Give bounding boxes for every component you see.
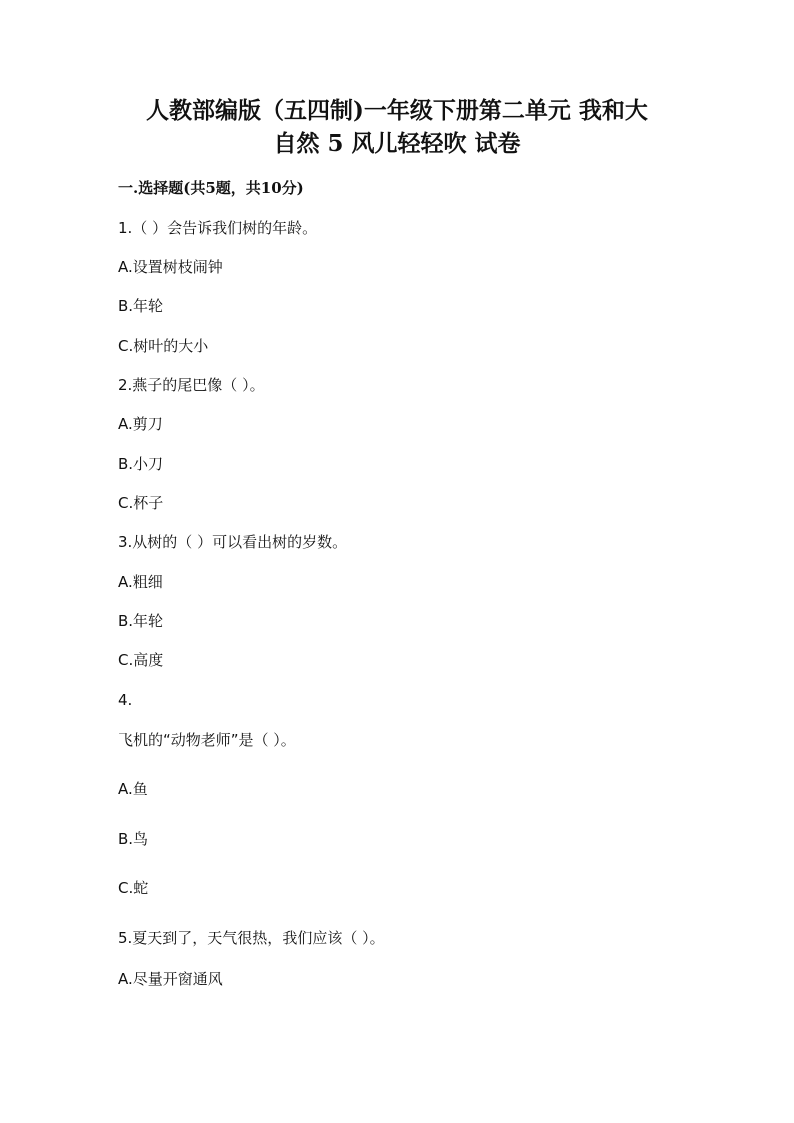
question-2-option-a: A.剪刀 (118, 415, 163, 433)
question-5-option-a: A.尽量开窗通风 (118, 970, 223, 988)
question-1-option-a: A.设置树枝闹钟 (118, 258, 223, 276)
question-1-option-b: B.年轮 (118, 297, 164, 315)
question-5-stem: 5.夏天到了，天气很热，我们应该（ ）。 (118, 929, 385, 947)
question-4-option-b: B.鸟 (118, 830, 149, 848)
question-3-option-b: B.年轮 (118, 612, 164, 630)
question-4-option-c: C.蛇 (118, 879, 149, 897)
question-2-stem: 2.燕子的尾巴像（ ）。 (118, 376, 265, 394)
section-heading: 一.选择题(共5题，共10分) (118, 179, 304, 197)
question-2-option-c: C.杯子 (118, 494, 164, 512)
question-4-option-a: A.鱼 (118, 780, 148, 798)
question-2-option-b: B.小刀 (118, 455, 164, 473)
question-3-option-a: A.粗细 (118, 573, 163, 591)
question-3-stem: 3.从树的（ ）可以看出树的岁数。 (118, 533, 348, 551)
document-title-line-2: 自然 5 风儿轻轻吹 试卷 (273, 130, 521, 157)
question-1-option-c: C.树叶的大小 (118, 337, 209, 355)
question-4-stem: 飞机的“动物老师”是（ ）。 (118, 731, 296, 749)
document-title-line-1: 人教部编版（五四制)一年级下册第二单元 我和大 (146, 97, 648, 124)
question-1-stem: 1.（ ）会告诉我们树的年龄。 (118, 219, 318, 237)
question-3-option-c: C.高度 (118, 651, 164, 669)
question-4-number: 4. (118, 691, 133, 709)
